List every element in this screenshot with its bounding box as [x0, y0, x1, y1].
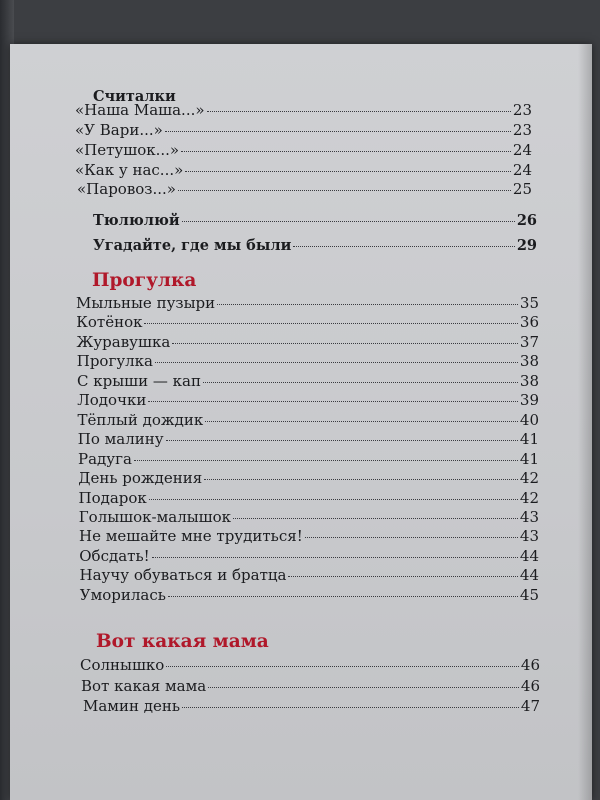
toc-entry-page-number: 44 [519, 546, 539, 565]
toc-entry-page-number: 39 [519, 391, 539, 410]
toc-entry[interactable] [80, 586, 539, 604]
dot-leader [168, 596, 518, 597]
toc-entry-page-number: 41 [519, 449, 539, 468]
dot-leader [181, 151, 511, 152]
toc-entry[interactable] [77, 180, 532, 198]
toc-entry-title: С крыши — кап [77, 371, 201, 390]
toc-entry-title: Уморилась [79, 585, 166, 604]
toc-entry[interactable] [75, 141, 532, 159]
dot-leader [205, 421, 518, 422]
toc-entry[interactable] [78, 430, 539, 448]
toc-entry[interactable] [79, 547, 539, 565]
toc-entry[interactable] [77, 333, 540, 351]
toc-entry-page-number: 42 [519, 488, 539, 507]
toc-entry-title: Солнышко [80, 656, 165, 674]
toc-entry-title: День рождения [78, 469, 203, 488]
dot-leader [288, 576, 517, 577]
toc-entry-title: Тюлюлюй [93, 212, 180, 229]
toc-entry-page-number: 37 [519, 332, 539, 351]
dot-leader [166, 666, 519, 667]
toc-entry[interactable] [79, 489, 540, 507]
dot-leader [182, 707, 519, 708]
toc-entry-title: Не мешайте мне трудиться! [79, 527, 303, 546]
toc-entry-page-number: 46 [520, 677, 540, 695]
toc-entry-page-number: 36 [519, 313, 539, 332]
toc-entry[interactable] [79, 508, 539, 526]
toc-entry[interactable] [78, 450, 539, 468]
toc-entry-page-number: 23 [512, 101, 532, 119]
toc-entry[interactable] [77, 352, 539, 370]
toc-entry-title: «Паровоз...» [77, 180, 176, 198]
toc-entry[interactable] [80, 566, 540, 584]
toc-entry-page-number: 43 [519, 527, 539, 546]
toc-entry[interactable] [75, 161, 532, 179]
dot-leader [305, 537, 518, 538]
dot-leader [293, 246, 514, 247]
toc-entry-title: Котёнок [76, 313, 143, 332]
dot-leader [178, 190, 511, 191]
toc-entry-page-number: 23 [512, 121, 532, 139]
toc-entry-title: Мамин день [83, 697, 181, 715]
toc-entry-title: Прогулка [76, 352, 153, 371]
toc-entry-title: Угадайте, где мы были [93, 237, 292, 254]
toc-entry-page-number: 35 [519, 294, 539, 312]
dot-leader [172, 343, 518, 344]
toc-entry-title: Научу обуваться и братца [79, 566, 287, 585]
toc-entry-page-number: 24 [512, 161, 532, 179]
section-heading-progulka: Прогулка [92, 270, 197, 291]
dot-leader [134, 460, 518, 461]
toc-entry[interactable] [76, 313, 539, 331]
dot-leader [152, 557, 518, 558]
toc-entry-page-number: 26 [516, 212, 537, 229]
dot-leader [204, 479, 518, 480]
dot-leader [217, 304, 518, 305]
toc-entry[interactable] [77, 372, 539, 390]
toc-entry-page-number: 45 [519, 585, 539, 604]
section-heading-schitalki: Считалки [93, 88, 176, 105]
toc-entry[interactable] [81, 677, 540, 695]
toc-entry[interactable] [83, 697, 540, 715]
dot-leader [208, 687, 519, 688]
toc-entry-page-number: 40 [519, 410, 539, 429]
toc-entry-title: «У Вари...» [75, 121, 163, 139]
toc-entry[interactable] [80, 656, 540, 674]
toc-entry-page-number: 38 [519, 352, 539, 371]
toc-entry-page-number: 25 [512, 180, 532, 198]
toc-entry-title: Лодочки [77, 391, 147, 410]
toc-entry[interactable] [76, 294, 539, 312]
dot-leader [148, 401, 518, 402]
dot-leader [149, 499, 518, 500]
toc-entry-page-number: 38 [519, 371, 539, 390]
toc-entry-title: Радуга [78, 449, 132, 468]
table-of-contents [10, 44, 592, 800]
toc-entry-tyulyulyuy[interactable] [93, 212, 537, 230]
toc-entry-title: «Петушок...» [75, 141, 180, 159]
dot-leader [155, 362, 518, 363]
toc-entry-page-number: 42 [519, 469, 539, 488]
toc-entry-title: По малину [77, 430, 164, 449]
dot-leader [233, 518, 518, 519]
toc-entry-title: Вот какая мама [81, 677, 207, 695]
toc-entry-page-number: 29 [516, 237, 537, 254]
toc-entry-title: Обсдать! [79, 546, 150, 565]
section-heading-mama: Вот какая мама [96, 631, 269, 652]
toc-entry-page-number: 41 [519, 430, 539, 449]
dot-leader [207, 111, 511, 112]
book-page [10, 44, 592, 800]
dot-leader [165, 131, 511, 132]
toc-entry-title: «Как у нас...» [75, 161, 184, 179]
dot-leader [185, 171, 511, 172]
dot-leader [166, 440, 518, 441]
toc-entry[interactable] [78, 469, 539, 487]
toc-entry[interactable] [78, 411, 540, 429]
toc-entry[interactable] [75, 121, 532, 139]
toc-entry-page-number: 24 [512, 141, 532, 159]
toc-entry-title: Голышок-малышок [78, 507, 232, 526]
toc-entry-title: «Наша Маша...» [75, 101, 205, 119]
toc-entry-title: Тёплый дождик [77, 410, 204, 429]
toc-entry[interactable] [77, 391, 539, 409]
dot-leader [203, 382, 518, 383]
toc-entry-page-number: 44 [519, 566, 539, 585]
toc-entry[interactable] [75, 101, 532, 119]
toc-entry-title: Мыльные пузыри [76, 294, 216, 312]
toc-entry-page-number: 47 [520, 697, 540, 715]
toc-entry-title: Журавушка [76, 332, 171, 351]
toc-entry-title: Подарок [78, 488, 147, 507]
toc-entry-page-number: 46 [520, 656, 540, 674]
dot-leader [144, 323, 517, 324]
toc-entry[interactable] [79, 527, 539, 545]
toc-entry-page-number: 43 [519, 507, 539, 526]
toc-entry-ugadayte[interactable] [93, 237, 537, 255]
dot-leader [182, 221, 515, 222]
